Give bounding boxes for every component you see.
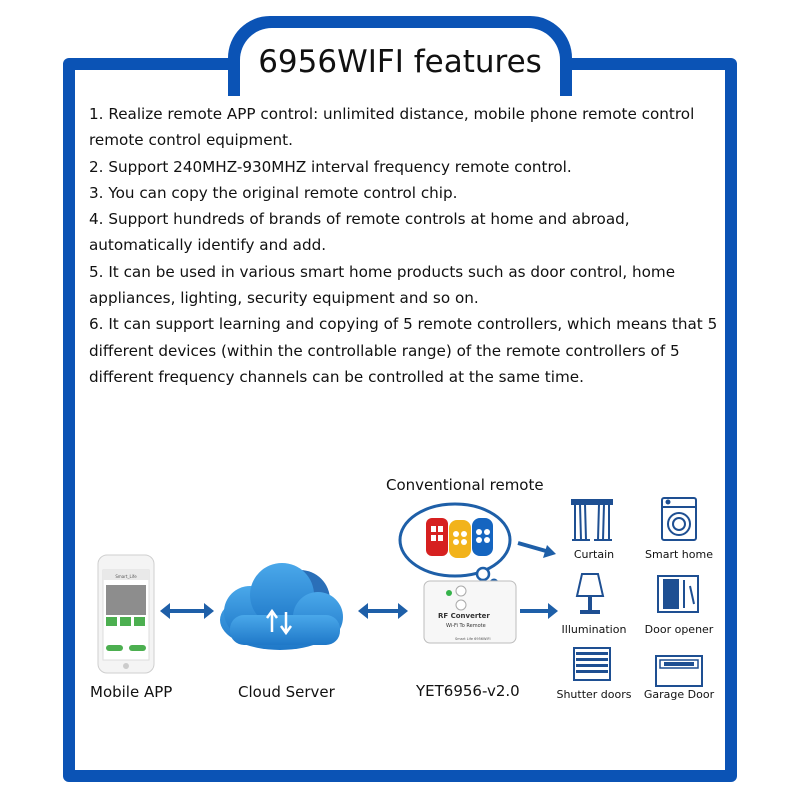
feature-item-2: 2. Support 240MHZ-930MHZ interval frequency remote control. (89, 157, 572, 176)
garage-door-label: Garage Door (643, 688, 715, 701)
illumination-label: Illumination (561, 623, 627, 636)
lamp-icon (577, 574, 603, 614)
shutter-icon (574, 648, 610, 680)
arrow-phone-cloud (160, 603, 214, 619)
arrow-device-to-targets (520, 603, 558, 619)
feature-item-3: 3. You can copy the original remote control chip. (89, 183, 458, 202)
device-model-label: YET6956-v2.0 (416, 682, 520, 700)
shutter-doors-label: Shutter doors (556, 688, 632, 701)
feature-item-6: 6. It can support learning and copying of 5 remote controllers, which means that 5 different devices (within the controllable range) of the remote controllers of 5 different frequency channels can be controlled at the same time. (89, 315, 718, 386)
mobile-app-label: Mobile APP (90, 683, 173, 701)
cloud-server-label: Cloud Server (238, 683, 335, 701)
feature-item-1: 1. Realize remote APP control: unlimited distance, mobile phone remote control remote control equipment. (89, 105, 695, 150)
arrow-bubble-to-targets (518, 543, 556, 558)
door-opener-icon (658, 576, 698, 612)
feature-item-4: 4. Support hundreds of brands of remote controls at home and abroad, automatically identify and add. (89, 210, 630, 255)
door-opener-label: Door opener (644, 623, 714, 636)
remote-controls-icon (426, 518, 493, 558)
device-label-line2: Wi-Fi To Remote (446, 623, 486, 629)
feature-item-5: 5. It can be used in various smart home products such as door control, home appliances, lighting, security equipment and so on. (89, 262, 676, 308)
phone-icon (98, 555, 154, 673)
phone-header-text: Smart_Life (115, 574, 137, 579)
page-title: 6956WIFI features (258, 44, 542, 80)
washing-machine-icon (662, 498, 696, 540)
device-label-line1: RF Converter (438, 612, 490, 620)
device-footer-text: Smart Life 6956WIFI (455, 637, 491, 641)
curtain-icon (572, 500, 612, 540)
garage-door-icon (656, 656, 702, 686)
conventional-remote-label: Conventional remote (386, 476, 544, 494)
curtain-label: Curtain (573, 548, 615, 561)
smart-home-label: Smart home (645, 548, 713, 561)
arrow-cloud-device (358, 603, 408, 619)
cloud-icon (220, 563, 343, 650)
